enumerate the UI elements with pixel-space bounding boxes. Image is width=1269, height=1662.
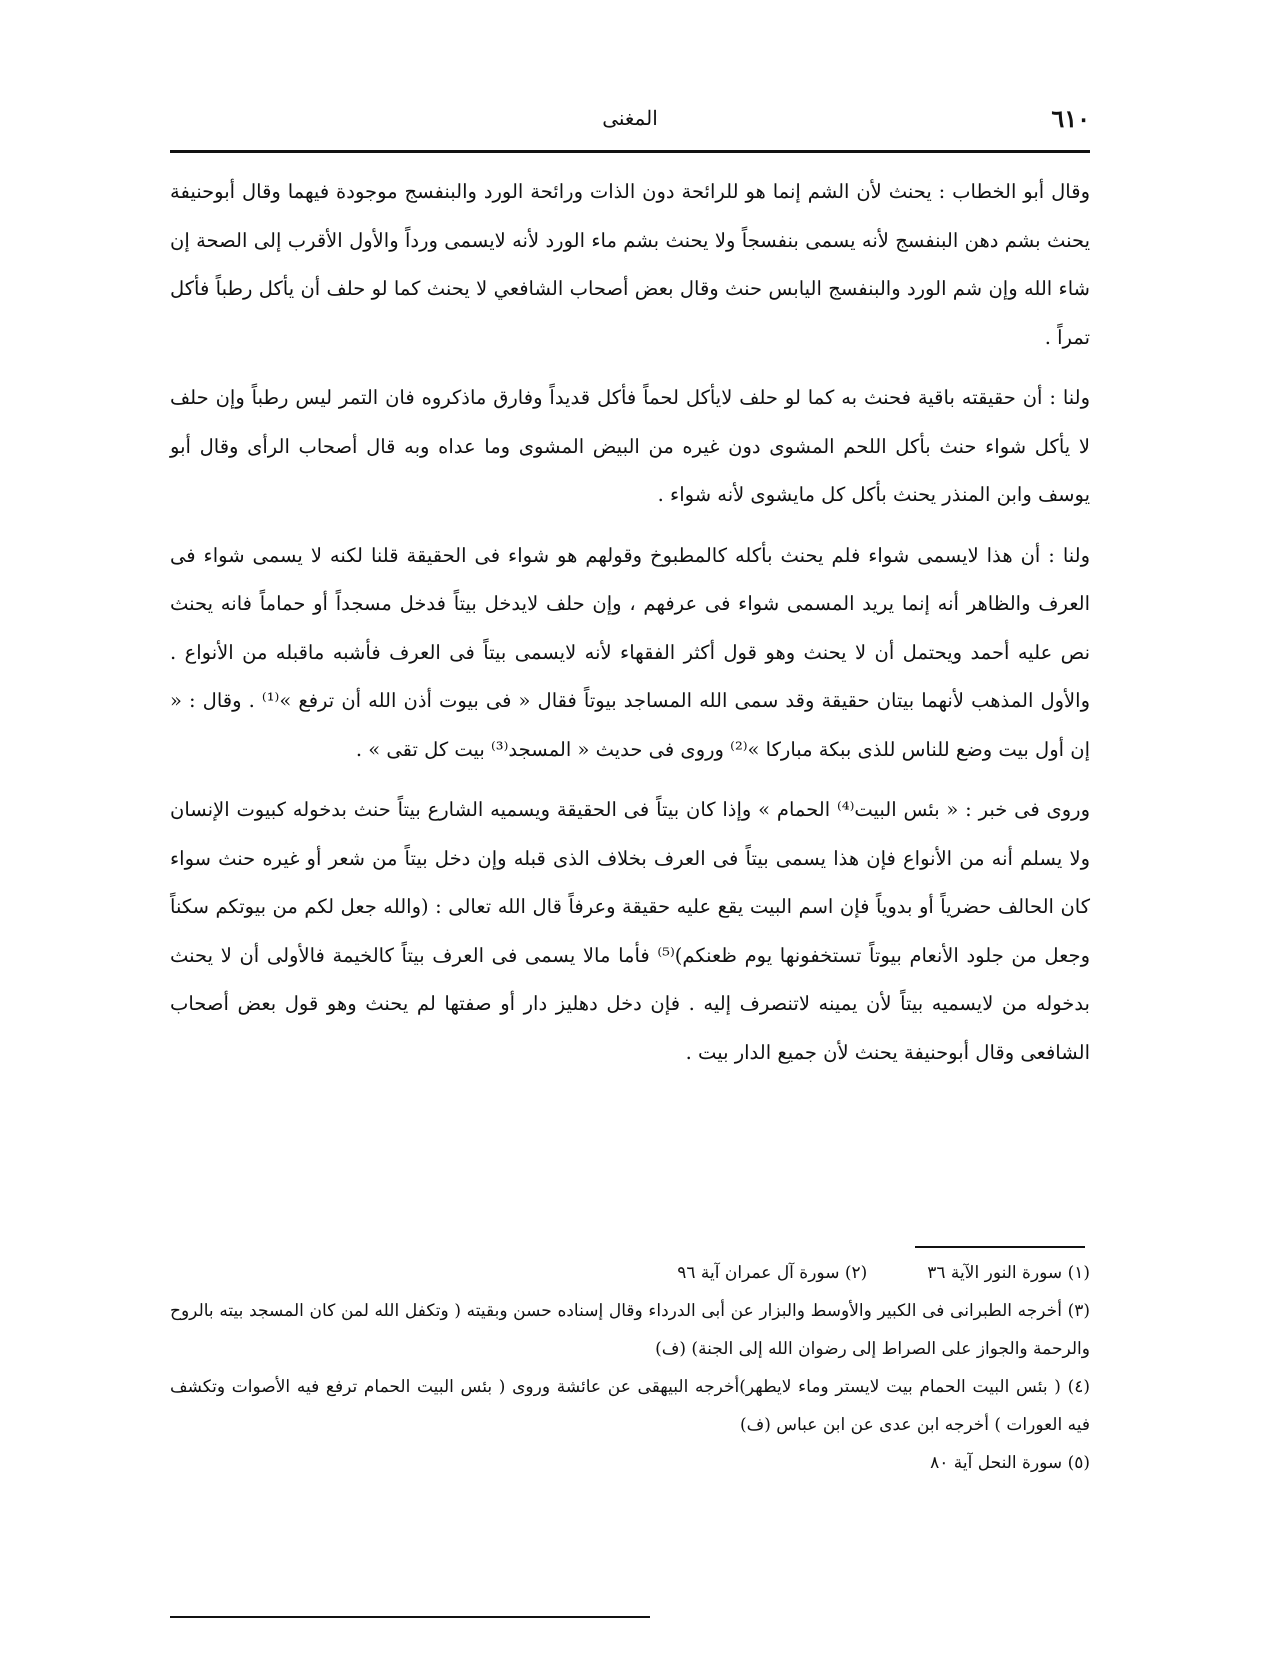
footnotes bbox=[170, 1254, 1090, 1482]
paragraph: وقال أبو الخطاب : يحنث لأن الشم إنما هو للرائحة دون الذات ورائحة الورد والبنفسج موجودة فيهما وقال أبوحنيفة يحنث بشم دهن البنفسج لأنه يسمى بنفسجاً ولا يحنث بشم ماء الورد لأنه لايسمى ورداً والأول الأقرب إلى الصحة إن شاء الله وإن شم الورد والبنفسج اليابس حنث وقال بعض أصحاب الشافعي لا يحنث كما لو حلف أن يأكل رطباً فأكل تمراً . bbox=[170, 180, 1090, 349]
paragraph: ولنا : أن هذا لايسمى شواء فلم يحنث بأكله كالمطبوخ وقولهم هو شواء فى الحقيقة قلنا لكنه لا يسمى شواء فى العرف والظاهر أنه إنما يريد المسمى شواء فى عرفهم ، وإن حلف لايدخل بيتاً فدخل مسجداً أو حماماً فانه يحنث نص عليه أحمد ويحتمل أن لا يحنث وهو قول أكثر الفقهاء لأنه لايسمى بيتاً فى العرف فأشبه ماقبله من الأنواع . والأول المذهب لأنهما بيتان حقيقة وقد سمى الله المساجد بيوتاً فقال « فى بيوت أذن الله أن ترفع »⁽¹⁾ . وقال : « إن أول بيت وضع للناس للذى ببكة مباركا »⁽²⁾ وروى فى حديث « المسجد⁽³⁾ بيت كل تقى » . bbox=[170, 543, 1090, 761]
running-title: المغنى bbox=[602, 106, 658, 130]
footnote-separator bbox=[915, 1246, 1085, 1248]
paragraph: ولنا : أن حقيقته باقية فحنث به كما لو حلف لايأكل لحماً فأكل قديداً وفارق ماذكروه فان التمر ليس رطباً وإن حلف لا يأكل شواء حنث بأكل اللحم المشوى دون غيره من البيض المشوى وما عداه وبه قال أصحاب الرأى وقال أبو يوسف وابن المنذر يحنث بأكل كل مايشوى لأنه شواء . bbox=[170, 386, 1090, 506]
page-header bbox=[170, 104, 1090, 144]
page-number: ٦١٠ bbox=[1051, 104, 1090, 133]
footnote-2: (٢) سورة آل عمران آية ٩٦ bbox=[677, 1263, 868, 1283]
footnote-5: (٥) سورة النحل آية ٨٠ bbox=[930, 1453, 1090, 1473]
paragraph: وروى فى خبر : « بئس البيت⁽⁴⁾ الحمام » وإذا كان بيتاً فى الحقيقة ويسميه الشارع بيتاً حنث بدخوله كبيوت الإنسان ولا يسلم أنه من الأنواع فإن هذا يسمى بيتاً فى العرف بخلاف الذى قبله وإن دخل بيتاً من شعر أو غيره حنث سواء كان الحالف حضرياً أو بدوياً فإن اسم البيت يقع عليه حقيقة وعرفاً قال الله تعالى : (والله جعل لكم من بيوتكم سكناً وجعل من جلود الأنعام بيوتاً تستخفونها يوم ظعنكم)⁽⁵⁾ فأما مالا يسمى فى العرف بيتاً كالخيمة فالأولى أن لا يحنث بدخوله من لايسميه بيتاً لأن يمينه لاتنصرف إليه . فإن دخل دهليز دار أو صفتها لم يحنث وهو قول بعض أصحاب الشافعى وقال أبوحنيفة يحنث لأن جميع الدار بيت . bbox=[170, 798, 1090, 1064]
footnote-row bbox=[170, 1254, 1090, 1292]
main-text bbox=[170, 168, 1090, 1089]
footnote-1: (١) سورة النور الآية ٣٦ bbox=[927, 1263, 1090, 1283]
header-rule bbox=[170, 150, 1090, 153]
footnote-3: (٣) أخرجه الطبرانى فى الكبير والأوسط والبزار عن أبى الدرداء وقال إسناده حسن وبقيته ( وتكفل الله لمن كان المسجد بيته بالروح والرحمة والجواز على الصراط إلى رضوان الله إلى الجنة) (ف) bbox=[170, 1301, 1090, 1359]
bottom-rule bbox=[170, 1616, 650, 1618]
footnote-4: (٤) ( بئس البيت الحمام بيت لايستر وماء لايطهر)أخرجه البيهقى عن عائشة وروى ( بئس البيت الحمام ترفع فيه الأصوات وتكشف فيه العورات ) أخرجه ابن عدى عن ابن عباس (ف) bbox=[170, 1377, 1090, 1435]
